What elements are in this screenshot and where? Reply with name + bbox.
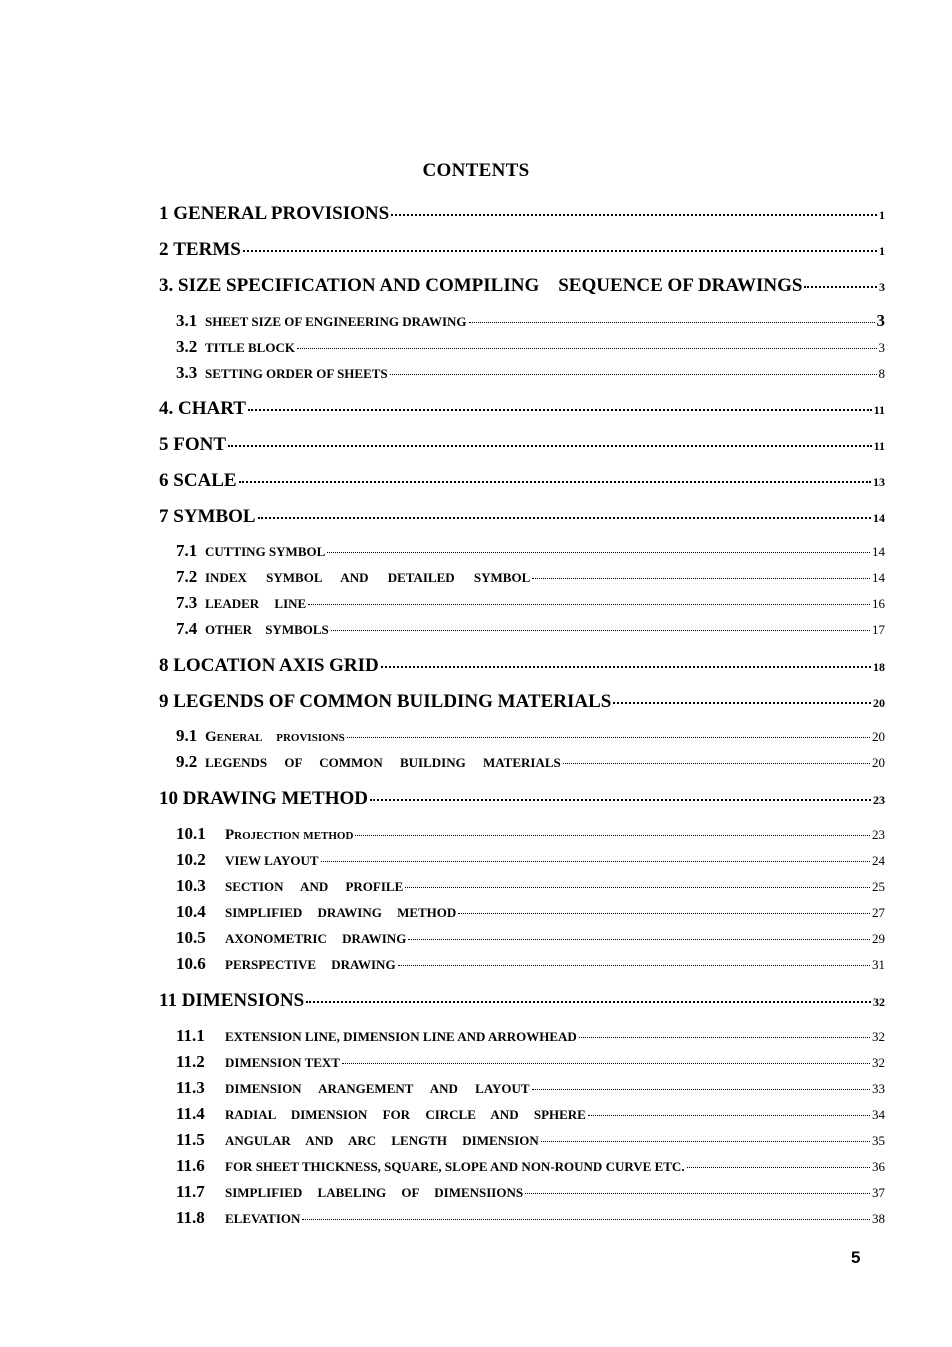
- toc-number: 7.1: [176, 541, 198, 560]
- toc-entry[interactable]: [159, 788, 885, 810]
- toc-page: 32: [872, 1055, 885, 1070]
- toc-page: 8: [878, 366, 885, 381]
- toc-entry[interactable]: [159, 398, 885, 420]
- toc-subentry[interactable]: [176, 593, 885, 613]
- toc-page: 13: [873, 475, 885, 489]
- toc-title: EXTENSION LINE, DIMENSION LINE AND ARROWHEAD: [225, 1029, 577, 1044]
- dot-leader: [579, 1037, 870, 1038]
- toc-subentry[interactable]: [176, 850, 885, 870]
- toc-number: 7.2: [176, 567, 198, 586]
- toc-title: SIMPLIFIED LABELING OF DIMENSIIONS: [225, 1185, 524, 1200]
- toc-number: 11.4: [176, 1104, 205, 1123]
- toc-subentry[interactable]: [176, 567, 885, 587]
- toc-number: 7: [159, 506, 169, 527]
- dot-leader: [390, 374, 877, 375]
- toc-number: 9: [159, 691, 169, 712]
- toc-title: LEADER LINE: [205, 596, 307, 611]
- toc-number: 7.3: [176, 593, 198, 612]
- toc-entry[interactable]: [159, 203, 885, 225]
- toc-title: AXONOMETRIC DRAWING: [225, 931, 407, 946]
- toc-number: 11.2: [176, 1052, 205, 1071]
- toc-subentry[interactable]: [176, 876, 885, 896]
- toc-subentry[interactable]: [176, 541, 885, 561]
- toc-title: SHEET SIZE OF ENGINEERING DRAWING: [205, 314, 467, 329]
- toc-entry[interactable]: [159, 275, 885, 297]
- toc-subentry[interactable]: [176, 928, 885, 948]
- dot-leader: [563, 763, 870, 764]
- toc-title: SIMPLIFIED DRAWING METHOD: [225, 905, 457, 920]
- toc-number: 11.3: [176, 1078, 205, 1097]
- page-number: 5: [851, 1248, 861, 1267]
- dot-leader: [321, 861, 870, 862]
- toc-entry[interactable]: [159, 655, 885, 677]
- dot-leader: [239, 481, 871, 483]
- toc-page: 20: [872, 729, 885, 744]
- dot-leader: [525, 1193, 870, 1194]
- toc-title: LOCATION AXIS GRID: [173, 655, 379, 676]
- toc-number: 8: [159, 655, 169, 676]
- toc-title: FOR SHEET THICKNESS, SQUARE, SLOPE AND NON-ROUND CURVE ETC.: [225, 1159, 685, 1174]
- toc-number: 10.1: [176, 824, 206, 843]
- toc-number: 3.3: [176, 363, 198, 382]
- toc-title: SCALE: [173, 470, 237, 491]
- toc-number: 10.3: [176, 876, 206, 895]
- toc-number: 10.4: [176, 902, 206, 921]
- dot-leader: [408, 939, 870, 940]
- toc-title: DIMENSION ARANGEMENT AND LAYOUT: [225, 1081, 530, 1096]
- toc-subentry[interactable]: [176, 1156, 885, 1176]
- toc-page: 34: [872, 1107, 885, 1122]
- toc-subentry[interactable]: [176, 1052, 885, 1072]
- toc-page: 1: [879, 244, 885, 258]
- toc-title: CUTTING SYMBOL: [205, 544, 326, 559]
- toc-entry[interactable]: [159, 691, 885, 713]
- toc-subentry[interactable]: [176, 1026, 885, 1046]
- toc-number: 11.6: [176, 1156, 205, 1175]
- dot-leader: [613, 702, 871, 704]
- toc-page: 24: [872, 853, 885, 868]
- toc-page: 37: [872, 1185, 885, 1200]
- page-title: CONTENTS: [422, 160, 530, 181]
- dot-leader: [398, 965, 870, 966]
- dot-leader: [532, 1089, 870, 1090]
- toc-title: SETTING ORDER OF SHEETS: [205, 366, 388, 381]
- dot-leader: [469, 322, 875, 323]
- toc-title: FONT: [173, 434, 227, 455]
- dot-leader: [532, 578, 870, 579]
- dot-leader: [687, 1167, 870, 1168]
- dot-leader: [327, 552, 870, 553]
- toc-number: 11.8: [176, 1208, 205, 1227]
- toc-page: 33: [872, 1081, 885, 1096]
- toc-page: 20: [872, 755, 885, 770]
- toc-page: 35: [872, 1133, 885, 1148]
- toc-title: TITLE BLOCK: [205, 340, 295, 355]
- dot-leader: [355, 835, 870, 836]
- toc-page: 11: [873, 439, 885, 453]
- toc-page: 17: [872, 622, 885, 637]
- toc-page: 25: [872, 879, 885, 894]
- toc-title: SYMBOL: [173, 506, 256, 527]
- toc-title: CHART: [178, 398, 246, 419]
- toc-page: 1: [879, 208, 885, 222]
- toc-number: 10: [159, 788, 178, 809]
- toc-page: 14: [872, 570, 885, 585]
- dot-leader: [541, 1141, 870, 1142]
- toc-title: Projection method: [225, 827, 354, 843]
- toc-title: ANGULAR AND ARC LENGTH DIMENSION: [225, 1133, 539, 1148]
- toc-page: 32: [872, 1029, 885, 1044]
- toc-page: 11: [873, 403, 885, 417]
- dot-leader: [804, 286, 877, 288]
- toc-page: 18: [873, 660, 885, 674]
- toc-number: 6: [159, 470, 169, 491]
- toc-title: TERMS: [173, 239, 241, 260]
- dot-leader: [370, 799, 871, 801]
- toc-title: DIMENSIONS: [181, 990, 305, 1011]
- toc-subentry[interactable]: [176, 902, 885, 922]
- toc-page: 23: [873, 793, 885, 807]
- toc-page: 27: [872, 905, 885, 920]
- dot-leader: [243, 250, 877, 252]
- toc-title: LEGENDS OF COMMON BUILDING MATERIALS: [173, 691, 612, 712]
- toc-subentry[interactable]: [176, 1104, 885, 1124]
- toc-subentry[interactable]: [176, 1182, 885, 1202]
- toc-page: 31: [872, 957, 885, 972]
- dot-leader: [458, 913, 870, 914]
- toc-number: 11: [159, 990, 177, 1011]
- dot-leader: [331, 630, 870, 631]
- toc-page: 23: [872, 827, 885, 842]
- toc-title: VIEW LAYOUT: [225, 853, 319, 868]
- toc-entry[interactable]: [159, 434, 885, 456]
- toc-number: 9.1: [176, 726, 198, 745]
- toc-number: 11.7: [176, 1182, 205, 1201]
- toc-entry[interactable]: [159, 470, 885, 492]
- toc-page: 3: [878, 340, 885, 355]
- toc-subentry[interactable]: [176, 337, 885, 357]
- dot-leader: [342, 1063, 870, 1064]
- toc-entry[interactable]: [159, 239, 885, 261]
- dot-leader: [308, 604, 870, 605]
- toc-page: 20: [873, 696, 885, 710]
- dot-leader: [297, 348, 877, 349]
- toc-page: 29: [872, 931, 885, 946]
- dot-leader: [228, 445, 872, 447]
- dot-leader: [588, 1115, 870, 1116]
- toc-page: 14: [873, 511, 885, 525]
- toc-title: LEGENDS OF COMMON BUILDING MATERIALS: [205, 755, 561, 770]
- toc-page: 3: [879, 280, 885, 294]
- dot-leader: [405, 887, 870, 888]
- toc-number: 5: [159, 434, 169, 455]
- toc-title: PERSPECTIVE DRAWING: [225, 957, 396, 972]
- toc-entry[interactable]: [159, 506, 885, 528]
- toc-title: OTHER SYMBOLS: [205, 622, 329, 637]
- toc-number: 11.5: [176, 1130, 205, 1149]
- toc-title: SIZE SPECIFICATION AND COMPILING SEQUENCE OF DRAWINGS: [178, 275, 803, 296]
- toc-subentry[interactable]: [176, 363, 885, 383]
- dot-leader: [391, 214, 877, 216]
- toc-number: 10.2: [176, 850, 206, 869]
- toc-page: 32: [873, 995, 885, 1009]
- dot-leader: [302, 1219, 870, 1220]
- toc-number: 4.: [159, 398, 174, 419]
- toc-title: GENERAL PROVISIONS: [173, 203, 390, 224]
- toc-subentry[interactable]: [176, 1078, 885, 1098]
- toc-subentry[interactable]: [176, 824, 885, 844]
- toc-subentry[interactable]: [176, 1130, 885, 1150]
- toc-subentry[interactable]: [176, 954, 885, 974]
- toc-page: 3: [876, 311, 885, 330]
- toc-number: 7.4: [176, 619, 198, 638]
- toc-title: General provisions: [205, 729, 345, 745]
- toc-title: RADIAL DIMENSION FOR CIRCLE AND SPHERE: [225, 1107, 586, 1122]
- toc-number: 2: [159, 239, 169, 260]
- toc-title: DIMENSION TEXT: [225, 1055, 340, 1070]
- toc-number: 3.2: [176, 337, 198, 356]
- toc-subentry[interactable]: [176, 1208, 885, 1228]
- toc-subentry[interactable]: [176, 726, 885, 746]
- toc-page: 36: [872, 1159, 885, 1174]
- dot-leader: [258, 517, 871, 519]
- toc-subentry[interactable]: [176, 311, 885, 331]
- toc-number: 10.5: [176, 928, 206, 947]
- toc-number: 1: [159, 203, 169, 224]
- toc-page: 38: [872, 1211, 885, 1226]
- toc-subentry[interactable]: [176, 619, 885, 639]
- toc-number: 9.2: [176, 752, 198, 771]
- toc-subentry[interactable]: [176, 752, 885, 772]
- dot-leader: [306, 1001, 871, 1003]
- toc-page: 16: [872, 596, 885, 611]
- toc-entry[interactable]: [159, 990, 885, 1012]
- toc-number: 3.: [159, 275, 174, 296]
- toc-number: 11.1: [176, 1026, 205, 1045]
- dot-leader: [347, 737, 870, 738]
- toc-title: DRAWING METHOD: [182, 788, 369, 809]
- toc-number: 3.1: [176, 311, 198, 330]
- toc-number: 10.6: [176, 954, 206, 973]
- dot-leader: [381, 666, 871, 668]
- toc-page: 14: [872, 544, 885, 559]
- dot-leader: [248, 409, 872, 411]
- toc-title: INDEX SYMBOL AND DETAILED SYMBOL: [205, 570, 531, 585]
- toc-title: ELEVATION: [225, 1211, 301, 1226]
- toc-title: SECTION AND PROFILE: [225, 879, 404, 894]
